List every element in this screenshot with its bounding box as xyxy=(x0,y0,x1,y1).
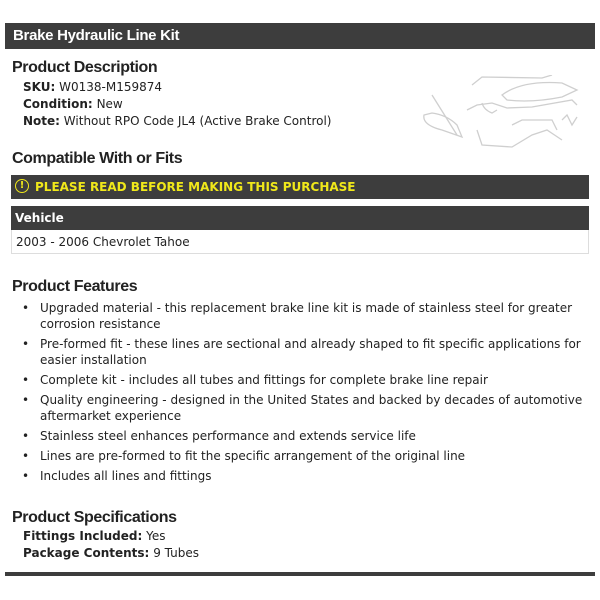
brake-lines-image xyxy=(422,75,582,150)
features-list xyxy=(0,300,585,488)
bottom-divider xyxy=(5,572,595,576)
product-specifications-heading: Product Specifications xyxy=(12,509,177,526)
feature-item: • Lines are pre-formed to fit the specific arrangement of the original line xyxy=(40,448,585,464)
warning-text: PLEASE READ BEFORE MAKING THIS PURCHASE xyxy=(35,180,356,194)
vehicle-row: 2003 - 2006 Chevrolet Tahoe xyxy=(11,230,589,254)
fittings-value: Yes xyxy=(146,529,166,543)
condition-line: Condition: New xyxy=(23,97,123,111)
compatible-heading: Compatible With or Fits xyxy=(12,150,183,167)
feature-item: • Complete kit - includes all tubes and fittings for complete brake line repair xyxy=(40,372,585,388)
vehicle-column-header: Vehicle xyxy=(11,206,589,230)
note-value: Without RPO Code JL4 (Active Brake Control) xyxy=(63,114,332,128)
note-line: Note: Without RPO Code JL4 (Active Brake Control) xyxy=(23,114,332,128)
title-bar xyxy=(5,23,595,49)
purchase-warning-banner[interactable] xyxy=(11,175,589,199)
product-description-heading: Product Description xyxy=(12,59,158,76)
feature-item: • Upgraded material - this replacement brake line kit is made of stainless steel for greater corrosion resistance xyxy=(40,300,585,332)
page-title: Brake Hydraulic Line Kit xyxy=(13,27,180,44)
feature-item: • Pre-formed fit - these lines are sectional and already shaped to fit specific applications for easier installation xyxy=(40,336,585,368)
package-line: Package Contents: 9 Tubes xyxy=(23,546,200,560)
feature-item: • Includes all lines and fittings xyxy=(40,468,585,484)
package-value: 9 Tubes xyxy=(153,546,200,560)
fittings-line: Fittings Included: Yes xyxy=(23,529,166,543)
product-features-heading: Product Features xyxy=(12,278,138,295)
feature-item: • Quality engineering - designed in the United States and backed by decades of automotive aftermarket experience xyxy=(40,392,585,424)
sku-line: SKU: W0138-M159874 xyxy=(23,80,163,94)
exclamation-circle-icon: ! xyxy=(15,179,29,193)
sku-value: W0138-M159874 xyxy=(59,80,163,94)
feature-item: • Stainless steel enhances performance and extends service life xyxy=(40,428,585,444)
condition-value: New xyxy=(96,97,123,111)
